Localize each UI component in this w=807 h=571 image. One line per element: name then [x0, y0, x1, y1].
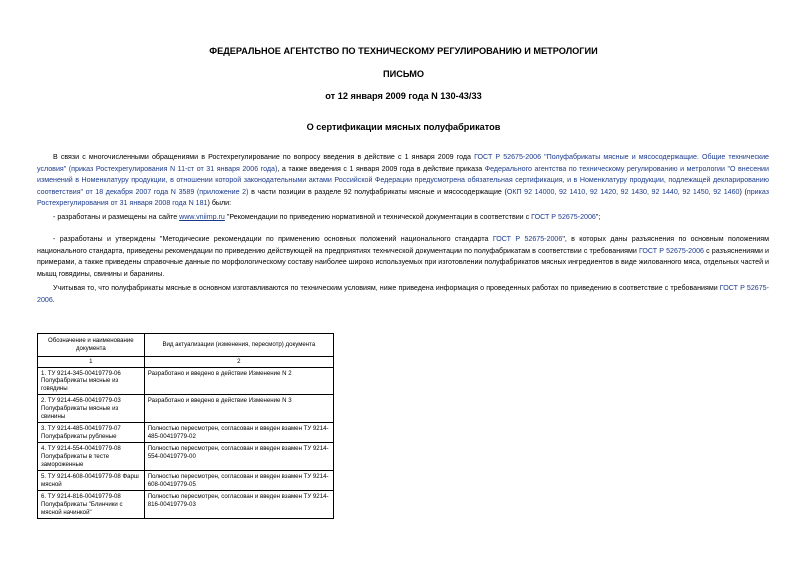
action-cell: Разработано и введено в действие Изменение N 2 [144, 367, 333, 395]
table-row [38, 367, 334, 395]
column-header-action: Вид актуализации (изменения, пересмотр) документа [144, 334, 333, 357]
paragraph-text: В связи с многочисленными обращениями в Ростехрегулирование по вопросу введения в действие с 1 января 2009 года [53, 153, 475, 161]
paragraph-text: "; [595, 213, 601, 221]
documents-table [37, 333, 334, 519]
table-row [38, 423, 334, 443]
order-181-link[interactable]: приказ Ростехрегулирования от 31 января 2008 года N 181 [37, 187, 769, 207]
paragraph-text: Учитывая то, что полуфабрикаты мясные в основном изготавливаются по техническим условиям, ниже приведена информация о проведенных работах по приведению в соответствие с требованиями [53, 284, 720, 292]
gost-link[interactable]: ГОСТ Р 52675-2006 [638, 246, 704, 255]
table-header-row [38, 334, 334, 357]
column-number: 1 [38, 357, 145, 368]
website-link[interactable]: www.vniimp.ru [179, 213, 225, 221]
action-cell: Разработано и введено в действие Изменение N 3 [144, 395, 333, 423]
column-number: 2 [144, 357, 333, 368]
paragraph-text: - разработаны и утверждены "Методические рекомендации по применению основных положений национального стандарта [53, 235, 493, 243]
gost-link[interactable]: ГОСТ Р 52675-2006 [492, 235, 563, 243]
action-cell: Полностью пересмотрен, согласован и введен взамен ТУ 9214-554-00419779-00 [144, 443, 333, 471]
document-cell: 6. ТУ 9214-816-00419779-08 Полуфабрикаты "Блинчики с мясной начинкой" [38, 491, 145, 519]
table-row [38, 443, 334, 471]
paragraph-text: с разъяснениями и примерами, а также приведены справочные данные по морфологическому составу наиболее широко используемых при изготовлении полуфабрикатов мясных ингредиентов в виде жилованного мяса, отдельных частей и мышц говядины, свинины и баранины. [37, 246, 770, 278]
document-type: ПИСЬМО [382, 69, 425, 79]
paragraph-guidelines [37, 234, 769, 280]
table-row [38, 395, 334, 423]
document-cell: 2. ТУ 9214-456-00419779-03 Полуфабрикаты мясные из свинины [38, 395, 145, 423]
paragraph-intro [37, 152, 769, 210]
paragraph-summary [37, 283, 769, 306]
paragraph-text: , а также введения с 1 января 2009 года в действие приказа [277, 164, 485, 173]
action-cell: Полностью пересмотрен, согласован и введен взамен ТУ 9214-816-00419779-03 [144, 491, 333, 519]
gost-link[interactable]: ГОСТ Р 52675-2006 "Полуфабрикаты мясные и мясосодержащие. Общие технические условия" (приказ Ростехрегулирования N 11-ст от 31 января 2006 года) [37, 153, 770, 173]
gost-link[interactable]: ГОСТ Р 52675-2006 [531, 213, 596, 221]
agency-title: ФЕДЕРАЛЬНОЕ АГЕНТСТВО ПО ТЕХНИЧЕСКОМУ РЕГУЛИРОВАНИЮ И МЕТРОЛОГИИ [209, 46, 598, 56]
paragraph-text: - разработаны и размещены на сайте [53, 213, 180, 221]
paragraph-text: ) были: [207, 199, 232, 207]
column-header-document: Обозначение и наименование документа [38, 334, 145, 357]
document-subject: О сертификации мясных полуфабрикатов [306, 122, 501, 132]
document-cell: 3. ТУ 9214-485-00419779-07 Полуфабрикаты рубленые [38, 423, 145, 443]
order-link[interactable]: Федерального агентства по техническому регулированию и метрологии "О внесении изменений в Номенклатуру продукции, в отношении которой законодательными актами Российской Федерации предусмотрена обязательная сертификация, и в Номенклатуру продукции, подлежащей декларированию соответствия" от 18 декабря 2007 года N 3589 (приложение 2) [37, 164, 769, 196]
paragraph-text: "Рекомендации по приведению нормативной и технической документации в соответствии с [224, 213, 532, 221]
document-cell: 5. ТУ 9214-608-00419779-08 Фарш мясной [38, 471, 145, 491]
document-cell: 4. ТУ 9214-554-00419779-08 Полуфабрикаты в тесте замороженные [38, 443, 145, 471]
table-row [38, 471, 334, 491]
action-cell: Полностью пересмотрен, согласован и введен взамен ТУ 9214-608-00419779-05 [144, 471, 333, 491]
table-row [38, 491, 334, 519]
table-column-number-row [38, 357, 334, 368]
paragraph-text: в части позиции в разделе 92 полуфабрикаты мясные и мясосодержащие ( [248, 187, 507, 196]
action-cell: Полностью пересмотрен, согласован и введен взамен ТУ 9214-485-00419779-02 [144, 423, 333, 443]
document-cell: 1. ТУ 9214-345-00419779-06 Полуфабрикаты мясные из говядины [38, 367, 145, 395]
document-date-number: от 12 января 2009 года N 130-43/33 [325, 91, 482, 101]
gost-link[interactable]: ГОСТ Р 52675-2006 [37, 284, 769, 304]
okp-link[interactable]: ОКП 92 14000, 92 1410, 92 1420, 92 1430, 92 1440, 92 1450, 92 1460 [506, 187, 740, 196]
paragraph-website [37, 212, 769, 224]
paragraph-text: . [52, 295, 55, 304]
paragraph-text: ) ( [739, 187, 747, 196]
paragraph-text: ", в которых даны разъяснения по основным положениям национального стандарта, приведены рекомендации по приведению действующей на предприятиях технической документации по полуфабрикатам в соответствии с требованиями [37, 235, 770, 255]
